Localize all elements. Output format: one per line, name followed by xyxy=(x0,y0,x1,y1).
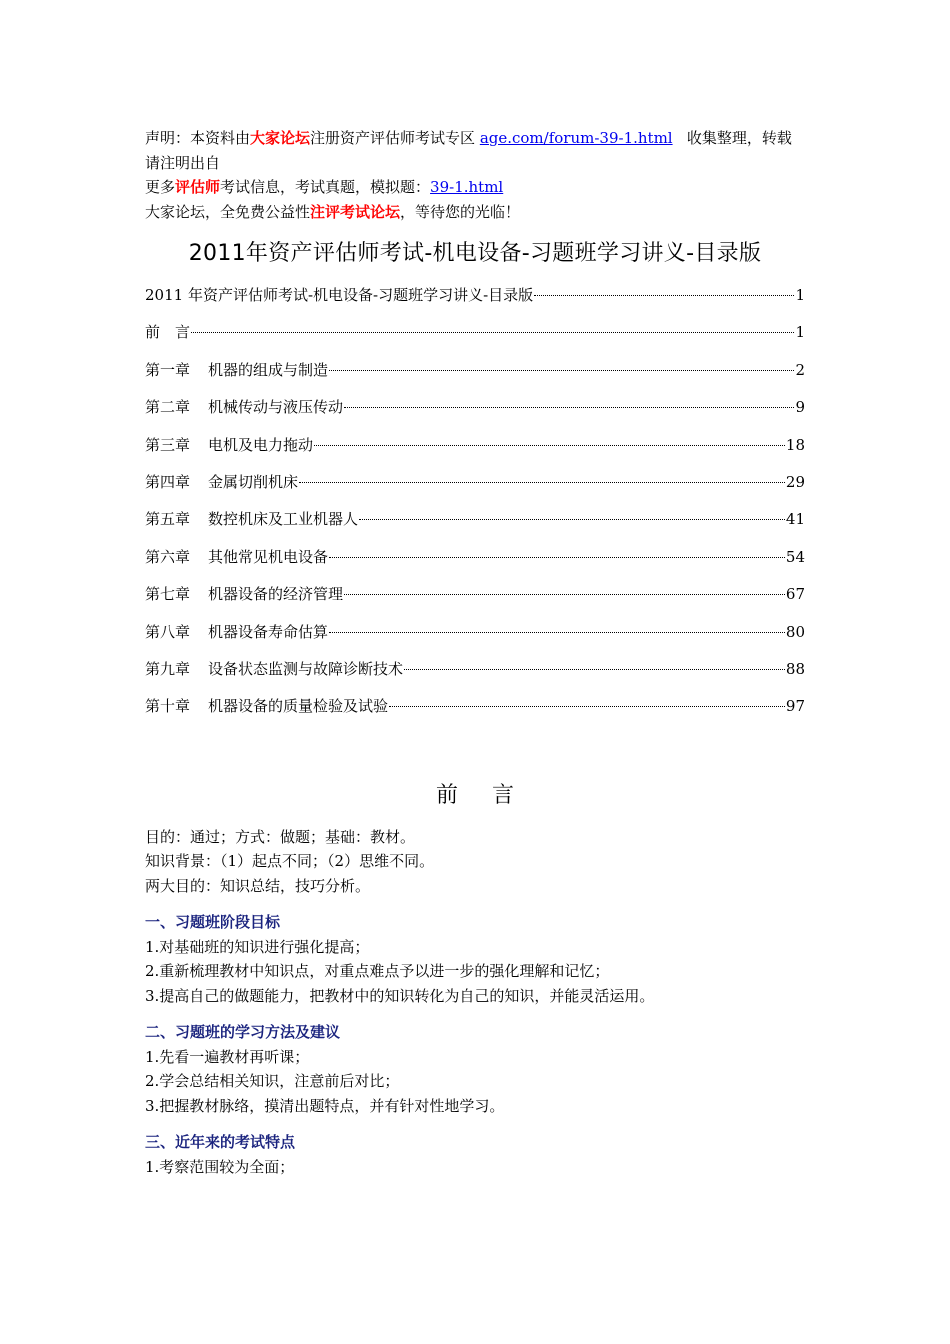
toc-entry[interactable] xyxy=(145,434,805,471)
toc-chapter-number: 第七章 xyxy=(145,585,191,604)
notice-text: ，等待您的光临！ xyxy=(400,202,521,221)
toc-page-number: 41 xyxy=(785,510,805,529)
toc-leader-dots xyxy=(329,557,785,558)
toc-chapter-number: 第八章 xyxy=(145,622,191,641)
section-heading: 二、习题班的学习方法及建议 xyxy=(145,1023,341,1042)
toc-entry[interactable] xyxy=(145,621,805,658)
notice-text: 考试信息，考试真题，模拟题： xyxy=(220,178,431,196)
toc-entry-title: 设备状态监测与故障诊断技术 xyxy=(208,659,404,678)
toc-page-number: 1 xyxy=(795,286,805,304)
preface-heading-text: 前言 xyxy=(435,782,548,808)
toc-leader-dots xyxy=(389,706,785,707)
toc-leader-dots xyxy=(191,332,794,333)
brand-name: 大家论坛 xyxy=(250,129,311,147)
toc-leader-dots xyxy=(534,295,794,296)
toc-page-number: 2 xyxy=(795,360,805,379)
section-item: 3.提高自己的做题能力，把教材中的知识转化为自己的知识，并能灵活运用。 xyxy=(145,986,655,1005)
highlight-text: 注评考试论坛 xyxy=(310,202,401,221)
document-page xyxy=(145,126,805,1179)
toc-leader-dots xyxy=(359,519,785,520)
toc-entry-title: 机器设备寿命估算 xyxy=(208,622,329,641)
preface-intro xyxy=(145,825,805,899)
toc-entry-title: 机器的组成与制造 xyxy=(208,360,329,379)
toc-page-number: 97 xyxy=(785,697,805,716)
section-item: 1.考察范围较为全面； xyxy=(145,1157,295,1176)
notice-text: 更多 xyxy=(145,178,176,196)
preface-heading xyxy=(145,781,805,811)
preface-section xyxy=(145,1130,805,1179)
toc-entry[interactable] xyxy=(145,658,805,695)
toc-entry[interactable] xyxy=(145,695,805,732)
toc-entry[interactable] xyxy=(145,396,805,433)
toc-page-number: 80 xyxy=(785,622,805,641)
table-of-contents xyxy=(145,284,805,733)
intro-line: 目的：通过；方式：做题；基础：教材。 xyxy=(145,827,416,846)
toc-page-number: 88 xyxy=(785,659,805,678)
toc-leader-dots xyxy=(314,445,785,446)
toc-entry[interactable] xyxy=(145,359,805,396)
toc-leader-dots xyxy=(404,669,785,670)
toc-entry-title: 2011 年资产评估师考试-机电设备-习题班学习讲义-目录版 xyxy=(145,286,534,304)
toc-entry[interactable] xyxy=(145,583,805,620)
section-item: 1.先看一遍教材再听课； xyxy=(145,1047,310,1066)
toc-entry[interactable] xyxy=(145,508,805,545)
intro-line: 知识背景：（1）起点不同；（2）思维不同。 xyxy=(145,852,435,871)
toc-chapter-number: 第三章 xyxy=(145,435,191,454)
toc-entry-title: 数控机床及工业机器人 xyxy=(208,510,359,529)
intro-line: 两大目的：知识总结，技巧分析。 xyxy=(145,876,371,895)
toc-chapter-number: 第十章 xyxy=(145,697,191,716)
toc-chapter-number: 第五章 xyxy=(145,510,191,529)
toc-entry[interactable] xyxy=(145,321,805,358)
section-item: 2.学会总结相关知识，注意前后对比； xyxy=(145,1072,400,1091)
section-item: 2.重新梳理教材中知识点，对重点难点予以进一步的强化理解和记忆； xyxy=(145,962,610,981)
toc-page-number: 1 xyxy=(795,323,805,342)
toc-page-number: 54 xyxy=(785,547,805,566)
toc-entry[interactable] xyxy=(145,546,805,583)
section-item: 3.把握教材脉络，摸清出题特点，并有针对性地学习。 xyxy=(145,1096,505,1115)
toc-leader-dots xyxy=(344,407,794,408)
source-notice xyxy=(145,126,805,224)
toc-chapter-number: 第九章 xyxy=(145,659,191,678)
preface-section xyxy=(145,1020,805,1118)
toc-chapter-number: 第六章 xyxy=(145,547,191,566)
toc-entry-title: 机器设备的质量检验及试验 xyxy=(208,697,389,716)
toc-page-number: 29 xyxy=(785,472,805,491)
toc-entry[interactable] xyxy=(145,284,805,321)
toc-entry-title: 机器设备的经济管理 xyxy=(208,585,344,604)
section-heading: 三、近年来的考试特点 xyxy=(145,1133,296,1152)
toc-entry-title: 金属切削机床 xyxy=(208,472,299,491)
toc-chapter-number: 第一章 xyxy=(145,360,191,379)
notice-line-2 xyxy=(145,175,805,200)
toc-entry-title: 其他常见机电设备 xyxy=(208,547,329,566)
toc-entry-title: 电机及电力拖动 xyxy=(208,435,314,454)
notice-line-3 xyxy=(145,200,805,225)
toc-leader-dots xyxy=(299,482,785,483)
preface-section xyxy=(145,910,805,1008)
toc-page-number: 67 xyxy=(785,585,805,604)
toc-leader-dots xyxy=(329,370,794,371)
preface-sections xyxy=(145,910,805,1179)
toc-entry-title: 机械传动与液压传动 xyxy=(208,398,344,417)
document-title: 2011年资产评估师考试-机电设备-习题班学习讲义-目录版 xyxy=(188,241,762,266)
toc-page-number: 9 xyxy=(795,398,805,417)
toc-page-number: 18 xyxy=(785,435,805,454)
section-heading: 一、习题班阶段目标 xyxy=(145,913,281,932)
notice-text: 声明：本资料由 xyxy=(145,129,251,147)
toc-leader-dots xyxy=(329,632,785,633)
notice-text: 收集整理，转载请注明出自 xyxy=(145,129,792,172)
toc-entry[interactable] xyxy=(145,471,805,508)
toc-chapter-number: 第二章 xyxy=(145,398,191,417)
exam-info-link[interactable]: 39-1.html xyxy=(430,178,504,196)
section-item: 1.对基础班的知识进行强化提高； xyxy=(145,937,370,956)
notice-text: 注册资产评估师考试专区 xyxy=(310,129,480,147)
notice-line-1 xyxy=(145,126,805,175)
forum-link[interactable]: age.com/forum-39-1.html xyxy=(479,129,673,147)
toc-chapter-number: 第四章 xyxy=(145,472,191,491)
notice-text: 大家论坛，全免费公益性 xyxy=(145,202,311,221)
toc-leader-dots xyxy=(344,594,785,595)
toc-entry-title: 前 言 xyxy=(145,323,191,342)
highlight-text: 评估师 xyxy=(175,178,221,196)
